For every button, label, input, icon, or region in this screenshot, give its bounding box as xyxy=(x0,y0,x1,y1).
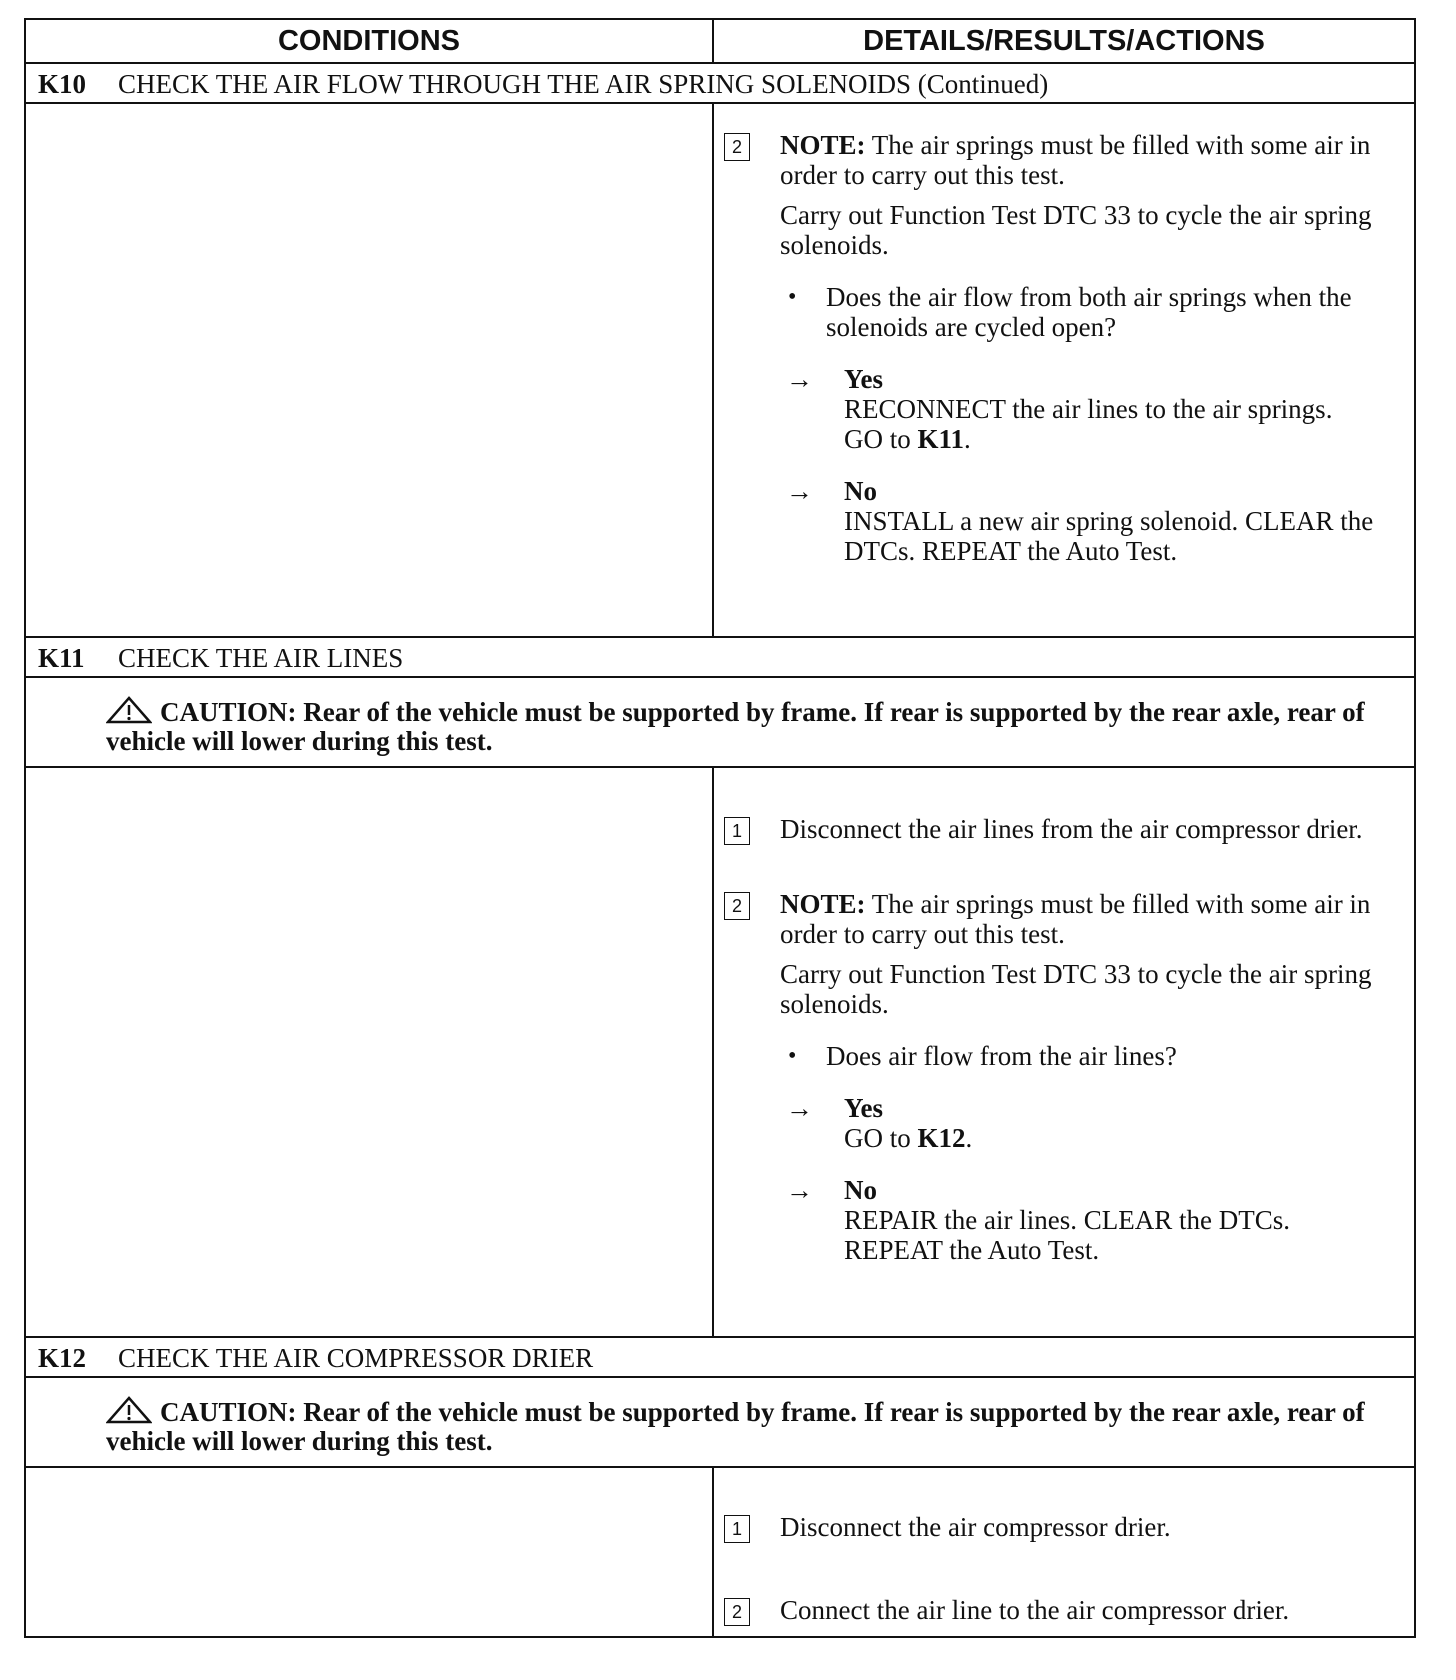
bullet-icon: • xyxy=(788,1043,797,1069)
yes-label: Yes xyxy=(844,1093,883,1123)
step-text: Disconnect the air compressor drier. xyxy=(780,1512,1171,1542)
no-label: No xyxy=(844,1175,877,1205)
question-text: Does the air flow from both air springs when the solenoids are cycled open? xyxy=(826,282,1352,342)
note-text: The air springs must be filled with some air in order to carry out this test. xyxy=(780,889,1371,949)
step-number-box: 2 xyxy=(724,133,750,161)
step-item xyxy=(724,814,1394,845)
table-header xyxy=(26,20,1414,64)
step-code: K10 xyxy=(38,69,87,99)
step-k12-body xyxy=(26,1468,1414,1636)
step-item xyxy=(724,889,1394,1265)
arrow-icon: → xyxy=(786,476,813,506)
conditions-cell xyxy=(26,104,714,636)
step-title: CHECK THE AIR FLOW THROUGH THE AIR SPRING SOLENOIDS (Continued) xyxy=(118,69,1049,99)
step-item xyxy=(724,1595,1394,1626)
result-no xyxy=(786,1175,1394,1265)
note-text: The air springs must be filled with some air in order to carry out this test. xyxy=(780,130,1371,190)
no-label: No xyxy=(844,476,877,506)
result-yes xyxy=(786,364,1394,454)
step-number-box: 2 xyxy=(724,892,750,920)
yes-label: Yes xyxy=(844,364,883,394)
step-k10-title xyxy=(26,64,1414,104)
goto-step: K12 xyxy=(917,1123,966,1153)
question-text: Does air flow from the air lines? xyxy=(826,1041,1177,1071)
yes-goto xyxy=(844,424,1332,454)
details-cell xyxy=(714,768,1414,1336)
no-action: INSTALL a new air spring solenoid. CLEAR the DTCs. REPEAT the Auto Test. xyxy=(844,506,1374,566)
step-text: Disconnect the air lines from the air compressor drier. xyxy=(780,814,1363,844)
goto-period: . xyxy=(965,1123,973,1153)
warning-triangle-icon xyxy=(106,1396,152,1424)
warning-triangle-icon xyxy=(106,696,152,724)
conditions-header: CONDITIONS xyxy=(26,20,714,62)
step-code: K12 xyxy=(38,1343,87,1373)
conditions-cell xyxy=(26,1468,714,1636)
caution-k12 xyxy=(26,1378,1414,1468)
yes-action: RECONNECT the air lines to the air springs. xyxy=(844,394,1333,424)
note-label: NOTE: xyxy=(780,130,866,160)
step-text: Connect the air line to the air compressor drier. xyxy=(780,1595,1290,1625)
arrow-icon: → xyxy=(786,1175,813,1205)
details-cell xyxy=(714,1468,1414,1636)
caution-text: CAUTION: Rear of the vehicle must be supported by frame. If rear is supported by the rear axle, rear of vehicle will lower during this test. xyxy=(106,1397,1365,1456)
note xyxy=(780,130,1394,190)
caution-text: CAUTION: Rear of the vehicle must be supported by frame. If rear is supported by the rear axle, rear of vehicle will lower during this test. xyxy=(106,697,1365,756)
instruction: Carry out Function Test DTC 33 to cycle the air spring solenoids. xyxy=(780,959,1372,1019)
note-label: NOTE: xyxy=(780,889,866,919)
details-cell xyxy=(714,104,1414,636)
step-k11-title xyxy=(26,638,1414,678)
bullet-icon: • xyxy=(788,284,797,310)
step-number-box: 2 xyxy=(724,1598,750,1626)
note xyxy=(780,889,1394,949)
step-k10-body xyxy=(26,104,1414,638)
step-number-box: 1 xyxy=(724,1515,750,1543)
no-action: REPAIR the air lines. CLEAR the DTCs. REPEAT the Auto Test. xyxy=(844,1205,1290,1265)
arrow-icon: → xyxy=(786,364,813,394)
caution-k11 xyxy=(26,678,1414,768)
step-item xyxy=(724,130,1394,566)
result-no xyxy=(786,476,1394,566)
details-header: DETAILS/RESULTS/ACTIONS xyxy=(863,25,1265,57)
step-title: CHECK THE AIR LINES xyxy=(118,643,404,673)
result-yes xyxy=(786,1093,1394,1153)
goto-text: GO to xyxy=(844,1123,918,1153)
question xyxy=(788,1041,1394,1071)
question xyxy=(788,282,1394,342)
step-item xyxy=(724,1512,1394,1543)
yes-goto xyxy=(844,1123,972,1153)
instruction: Carry out Function Test DTC 33 to cycle the air spring solenoids. xyxy=(780,200,1372,260)
step-code: K11 xyxy=(38,643,85,673)
step-number-box: 1 xyxy=(724,817,750,845)
step-k11-body xyxy=(26,768,1414,1338)
arrow-icon: → xyxy=(786,1093,813,1123)
step-title: CHECK THE AIR COMPRESSOR DRIER xyxy=(118,1343,594,1373)
goto-period: . xyxy=(964,424,971,454)
goto-step: K11 xyxy=(917,424,965,454)
conditions-cell xyxy=(26,768,714,1336)
step-k12-title xyxy=(26,1338,1414,1378)
goto-text: GO to xyxy=(844,424,918,454)
diagnostic-table xyxy=(24,18,1416,1638)
